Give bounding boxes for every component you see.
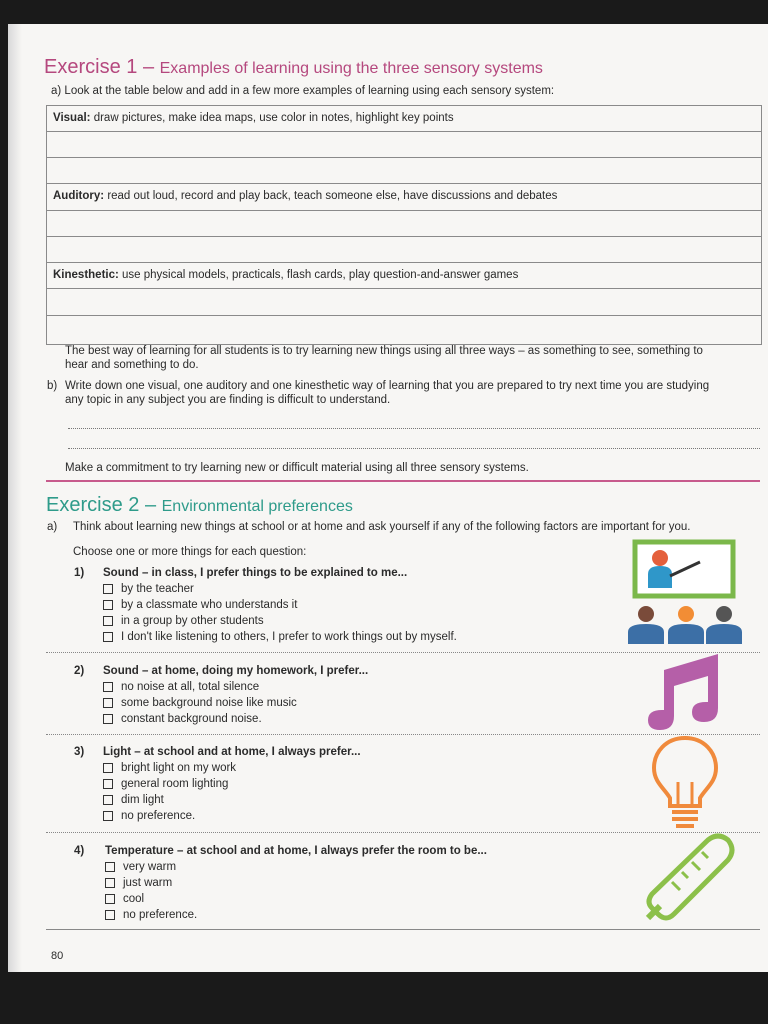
checkbox[interactable] [105,878,115,888]
option-item [103,629,457,645]
option-label: some background noise like music [121,697,297,709]
exercise1-heading [44,56,543,79]
checkbox[interactable] [103,682,113,692]
footer-divider [46,929,760,930]
exercise1-instruction: a) Look at the table below and add in a few more examples of learning using each sensory system: [51,85,555,97]
option-item [103,711,368,727]
option-label: by a classmate who understands it [121,599,298,611]
option-label: cool [123,893,145,905]
note-line: The best way of learning for all students is to try learning new things using all three ways – as something to see, something to [65,345,703,357]
checkbox[interactable] [103,616,113,626]
visual-label: Visual: [53,112,91,124]
option-item [103,597,457,613]
commitment-text: Make a commitment to try learning new or difficult material using all three sensory systems. [65,462,529,474]
table-row-blank[interactable] [47,316,761,343]
exercise2-title: Exercise 2 [46,494,140,516]
exercise2-a-text: Think about learning new things at school or at home and ask yourself if any of the following factors are important for you. [73,521,691,533]
option-label: by the teacher [121,583,194,595]
exercise2-heading [46,494,353,517]
option-label: bright light on my work [121,762,237,774]
option-label: general room lighting [121,778,229,790]
option-label: dim light [121,794,164,806]
question-2 [103,665,368,727]
option-label: just warm [123,877,173,889]
question-heading: Light – at school and at home, I always prefer... [103,746,361,758]
option-item [105,907,487,923]
note-line: hear and something to do. [65,359,199,371]
thermometer-icon [638,832,738,922]
checkbox[interactable] [103,698,113,708]
auditory-text: read out loud, record and play back, teach someone else, have discussions and debates [107,190,558,202]
table-row-blank[interactable] [47,211,761,237]
exercise1-dash: – [142,56,155,78]
exercise1-title: Exercise 1 [44,56,138,78]
option-label: I don't like listening to others, I prefer to work things out by myself. [121,631,457,643]
checkbox[interactable] [103,584,113,594]
question-number: 2) [74,665,85,677]
checkbox[interactable] [105,910,115,920]
checkbox[interactable] [103,600,113,610]
section-divider [46,480,760,482]
option-label: in a group by other students [121,615,264,627]
option-label: no noise at all, total silence [121,681,260,693]
option-item [103,792,361,808]
exercise1-b-text [65,379,765,407]
kinesthetic-text: use physical models, practicals, flash cards, play question-and-answer games [122,269,519,281]
table-row-blank[interactable] [47,289,761,316]
table-row-auditory [47,184,761,211]
table-row-blank[interactable] [47,158,761,184]
option-item [103,695,368,711]
checkbox[interactable] [103,714,113,724]
option-item [103,808,361,824]
checkbox[interactable] [103,779,113,789]
b-line: Write down one visual, one auditory and one kinesthetic way of learning that you are prepared to try next time you are studying [65,380,710,392]
checkbox[interactable] [105,894,115,904]
table-row-blank[interactable] [47,237,761,263]
option-item [103,613,457,629]
question-number: 4) [74,845,85,857]
table-row-blank[interactable] [47,132,761,158]
visual-text: draw pictures, make idea maps, use color in notes, highlight key points [93,112,454,124]
workbook-page [8,24,768,972]
exercise2-dash: – [144,494,157,516]
question-3 [103,746,361,824]
option-item [105,891,487,907]
question-heading: Sound – at home, doing my homework, I prefer... [103,665,369,677]
option-label: no preference. [121,810,196,822]
table-row-kinesthetic [47,263,761,289]
answer-line[interactable] [68,448,760,449]
option-label: very warm [123,861,177,873]
option-item [105,875,487,891]
option-item [103,581,457,597]
b-line: any topic in any subject you are finding is difficult to understand. [65,394,391,406]
exercise1-note [65,344,765,372]
question-1 [103,567,457,645]
option-item [103,679,368,695]
table-row-visual [47,106,761,132]
option-item [105,859,487,875]
checkbox[interactable] [103,632,113,642]
music-note-icon [644,652,726,732]
option-item [103,760,361,776]
exercise1-subtitle: Examples of learning using the three sensory systems [159,60,543,77]
answer-line[interactable] [68,428,760,429]
option-label: constant background noise. [121,713,262,725]
question-4 [105,845,487,923]
kinesthetic-label: Kinesthetic: [53,269,119,281]
light-bulb-icon [650,734,720,830]
exercise2-subtitle: Environmental preferences [161,498,353,515]
page-spine-shadow [8,24,22,972]
teacher-presentation-icon [626,536,746,646]
exercise1-b-label: b) [47,380,58,392]
option-item [103,776,361,792]
page-number: 80 [51,950,64,962]
exercise2-choose: Choose one or more things for each question: [73,546,307,558]
checkbox[interactable] [103,763,113,773]
question-heading: Temperature – at school and at home, I always prefer the room to be... [105,845,487,857]
checkbox[interactable] [105,862,115,872]
checkbox[interactable] [103,795,113,805]
option-label: no preference. [123,909,198,921]
sensory-table [46,105,762,345]
exercise2-a-label: a) [47,521,58,533]
auditory-label: Auditory: [53,190,105,202]
question-number: 1) [74,567,85,579]
question-number: 3) [74,746,85,758]
question-heading: Sound – in class, I prefer things to be explained to me... [103,567,408,579]
checkbox[interactable] [103,811,113,821]
